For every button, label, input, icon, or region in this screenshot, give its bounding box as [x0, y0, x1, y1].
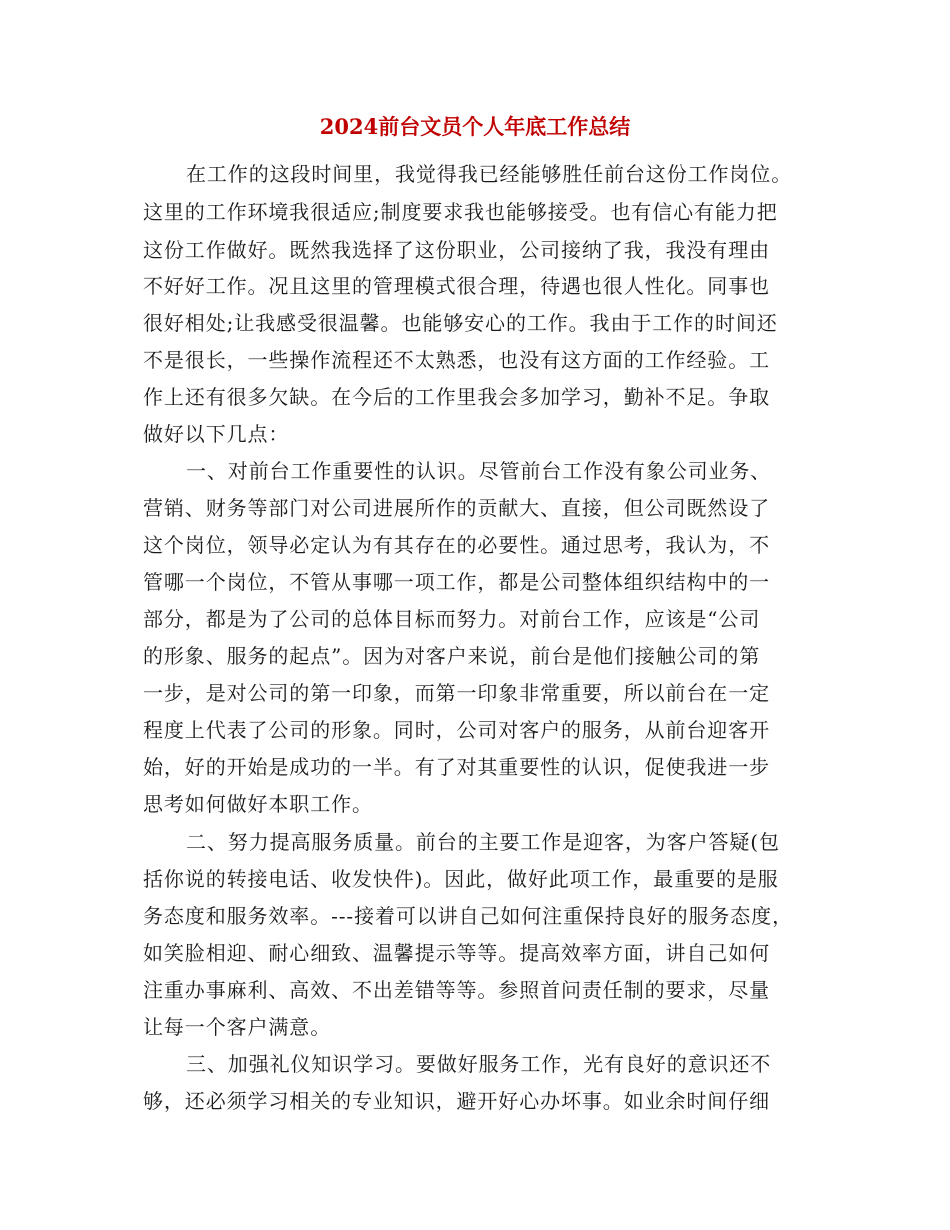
- paragraph-3-line-2: 括你说的转接电话、收发快件)。因此，做好此项工作，最重要的是服: [143, 867, 779, 891]
- paragraph-1-line-8: 做好以下几点：: [143, 422, 290, 446]
- paragraph-2-line-3: 这个岗位，领导必定认为有其存在的必要性。通过思考，我认为，不: [143, 533, 770, 557]
- paragraph-3-line-1: 二、努力提高服务质量。前台的主要工作是迎客，为客户答疑(包: [186, 830, 780, 854]
- paragraph-3-line-6: 让每一个客户满意。: [143, 1015, 332, 1039]
- paragraph-2-line-8: 程度上代表了公司的形象。同时，公司对客户的服务，从前台迎客开: [143, 718, 770, 742]
- paragraph-3-line-5: 注重办事麻利、高效、不出差错等等。参照首问责任制的要求，尽量: [143, 978, 770, 1002]
- paragraph-1-line-5: 很好相处;让我感受很温馨。也能够安心的工作。我由于工作的时间还: [143, 311, 778, 335]
- paragraph-2-line-10: 思考如何做好本职工作。: [143, 792, 373, 816]
- paragraph-1-line-1: 在工作的这段时间里，我觉得我已经能够胜任前台这份工作岗位。: [186, 162, 793, 186]
- paragraph-2-line-9: 始，好的开始是成功的一半。有了对其重要性的认识，促使我进一步: [143, 755, 770, 779]
- document-title: 2024前台文员个人年底工作总结: [319, 114, 631, 139]
- paragraph-2-line-7: 一步，是对公司的第一印象，而第一印象非常重要，所以前台在一定: [143, 681, 770, 705]
- paragraph-2-line-1: 一、对前台工作重要性的认识。尽管前台工作没有象公司业务、: [186, 459, 772, 483]
- paragraph-2-line-6: 的形象、服务的起点”。因为对客户来说，前台是他们接触公司的第: [143, 644, 761, 668]
- paragraph-3-line-3: 务态度和服务效率。---接着可以讲自己如何注重保持良好的服务态度，: [143, 904, 793, 928]
- paragraph-3-line-4: 如笑脸相迎、耐心细致、温馨提示等等。提高效率方面，讲自己如何: [143, 941, 770, 965]
- paragraph-1-line-7: 作上还有很多欠缺。在今后的工作里我会多加学习，勤补不足。争取: [143, 385, 770, 409]
- paragraph-1-line-2: 这里的工作环境我很适应;制度要求我也能够接受。也有信心有能力把: [143, 200, 778, 224]
- paragraph-2-line-4: 管哪一个岗位，不管从事哪一项工作，都是公司整体组织结构中的一: [143, 570, 770, 594]
- paragraph-1-line-6: 不是很长，一些操作流程还不太熟悉，也没有这方面的工作经验。工: [143, 348, 770, 372]
- paragraph-2-line-2: 营销、财务等部门对公司进展所作的贡献大、直接，但公司既然设了: [143, 496, 770, 520]
- paragraph-1-line-3: 这份工作做好。既然我选择了这份职业，公司接纳了我，我没有理由: [143, 238, 770, 262]
- paragraph-4-line-1: 三、加强礼仪知识学习。要做好服务工作，光有良好的意识还不: [186, 1052, 772, 1076]
- paragraph-1-line-4: 不好好工作。况且这里的管理模式很合理，待遇也很人性化。同事也: [143, 274, 770, 298]
- paragraph-2-line-5: 部分，都是为了公司的总体目标而努力。对前台工作，应该是“公司: [143, 607, 761, 631]
- paragraph-4-line-2: 够，还必须学习相关的专业知识，避开好心办坏事。如业余时间仔细: [143, 1089, 770, 1113]
